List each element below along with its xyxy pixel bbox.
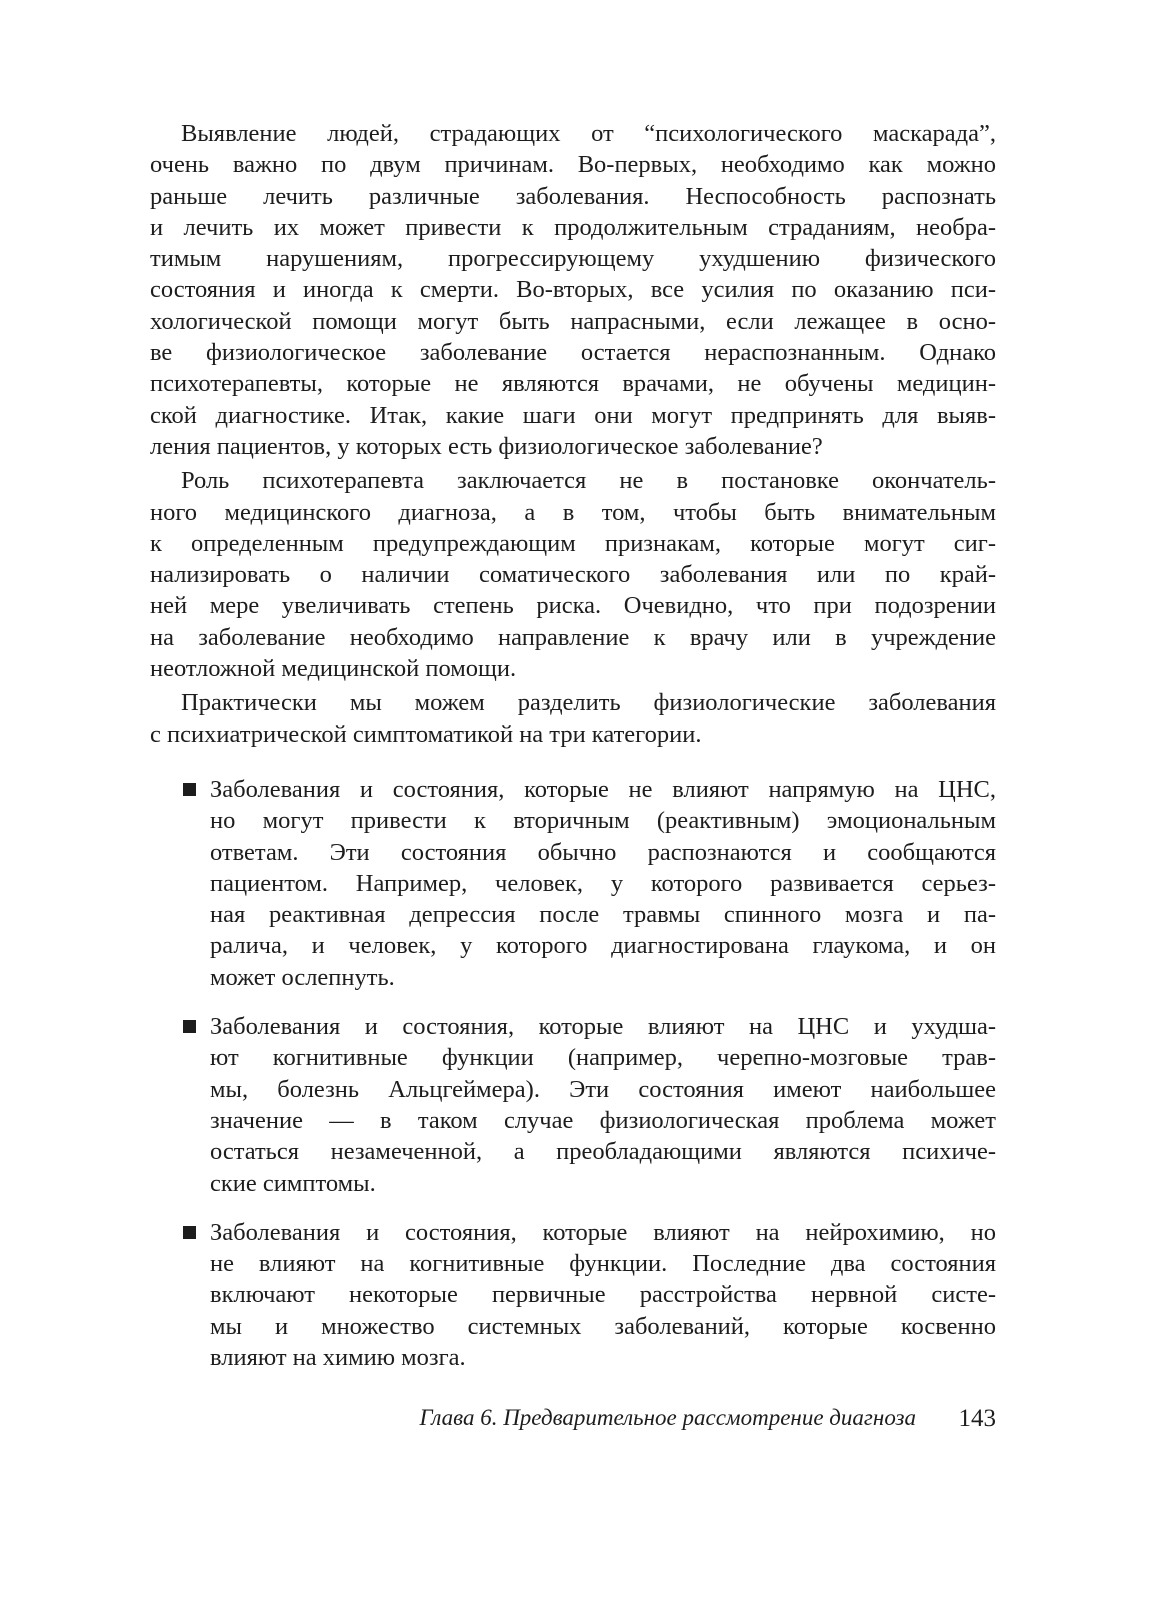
text-line: может ослепнуть. [210,963,395,991]
text-line: ралича, и человек, у которого диагностирована глаукома, и он [210,932,996,960]
text-line: но могут привести к вторичным (реактивным) эмоциональным [210,807,996,835]
text-line: мы, болезнь Альцгеймера). Эти состояния имеют наибольшее [210,1075,996,1103]
text-line: остаться незамеченной, а преобладающими являются психиче- [210,1138,996,1166]
text-line: влияют на химию мозга. [210,1343,466,1371]
text-line: ответам. Эти состояния обычно распознаются и сообщаются [210,838,996,866]
text-line: нализировать о наличии соматического заболевания или по край- [150,561,996,589]
text-line: ная реактивная депрессия после травмы спинного мозга и па- [210,901,996,929]
text-line: Роль психотерапевта заключается не в постановке окончатель- [181,467,996,495]
page-number: 143 [958,1405,996,1432]
text-line: состояния и иногда к смерти. Во-вторых, все усилия по оказанию пси- [150,276,996,304]
text-line: мы и множество системных заболеваний, которые косвенно [210,1312,996,1340]
text-line: психотерапевты, которые не являются врачами, не обучены медицин- [150,370,996,398]
text-line: тимым нарушениям, прогрессирующему ухудшению физического [150,245,996,273]
text-line: Выявление людей, страдающих от “психологического маскарада”, [181,120,996,147]
text-line: ве физиологическое заболевание остается нераспознанным. Однако [150,339,996,367]
text-line: ней мере увеличивать степень риска. Очевидно, что при подозрении [150,592,996,620]
square-bullet-icon [183,1226,196,1239]
text-line: ления пациентов, у которых есть физиологическое заболевание? [150,432,823,460]
list-item [150,1011,996,1199]
text-line: значение — в таком случае физиологическая проблема может [210,1106,996,1134]
text-line: ного медицинского диагноза, а в том, чтобы быть внимательным [150,498,996,526]
square-bullet-icon [183,783,196,796]
paragraph-three-categories [150,687,996,750]
text-line: Заболевания и состояния, которые влияют на нейрохимию, но [210,1218,996,1246]
text-line: Заболевания и состояния, которые не влияют напрямую на ЦНС, [210,775,996,803]
text-line: ют когнитивные функции (например, черепно-мозговые трав- [210,1044,996,1072]
text-line: к определенным предупреждающим признакам, которые могут сиг- [150,529,996,557]
text-line: и лечить их может привести к продолжительным страданиям, необра- [150,213,996,241]
list-item [150,1217,996,1373]
square-bullet-icon [183,1020,196,1033]
running-head: Глава 6. Предварительное рассмотрение диагноза [419,1405,916,1430]
paragraph-therapist-role [150,465,996,684]
text-line: не влияют на когнитивные функции. Последние два состояния [210,1250,996,1278]
text-line: Практически мы можем разделить физиологические заболевания [181,689,996,717]
text-line: ские симптомы. [210,1169,376,1197]
paragraph-masquerade-importance [150,118,996,462]
text-line: с психиатрической симптоматикой на три категории. [150,720,702,748]
text-line: на заболевание необходимо направление к врачу или в учреждение [150,623,996,651]
list-item [150,774,996,993]
text-line: очень важно по двум причинам. Во-первых, необходимо как можно [150,151,996,179]
text-line: Заболевания и состояния, которые влияют на ЦНС и ухудша- [210,1013,996,1041]
text-line: раньше лечить различные заболевания. Неспособность распознать [150,182,996,210]
text-line: ской диагностике. Итак, какие шаги они могут предпринять для выяв- [150,401,996,429]
text-line: хологической помощи могут быть напрасными, если лежащее в осно- [150,307,996,335]
page-footer [150,1405,996,1437]
text-line: пациентом. Например, человек, у которого развивается серьез- [210,869,996,897]
text-line: неотложной медицинской помощи. [150,655,517,683]
category-list [150,774,996,1373]
text-line: включают некоторые первичные расстройства нервной систе- [210,1281,996,1309]
page-body [150,118,996,1391]
